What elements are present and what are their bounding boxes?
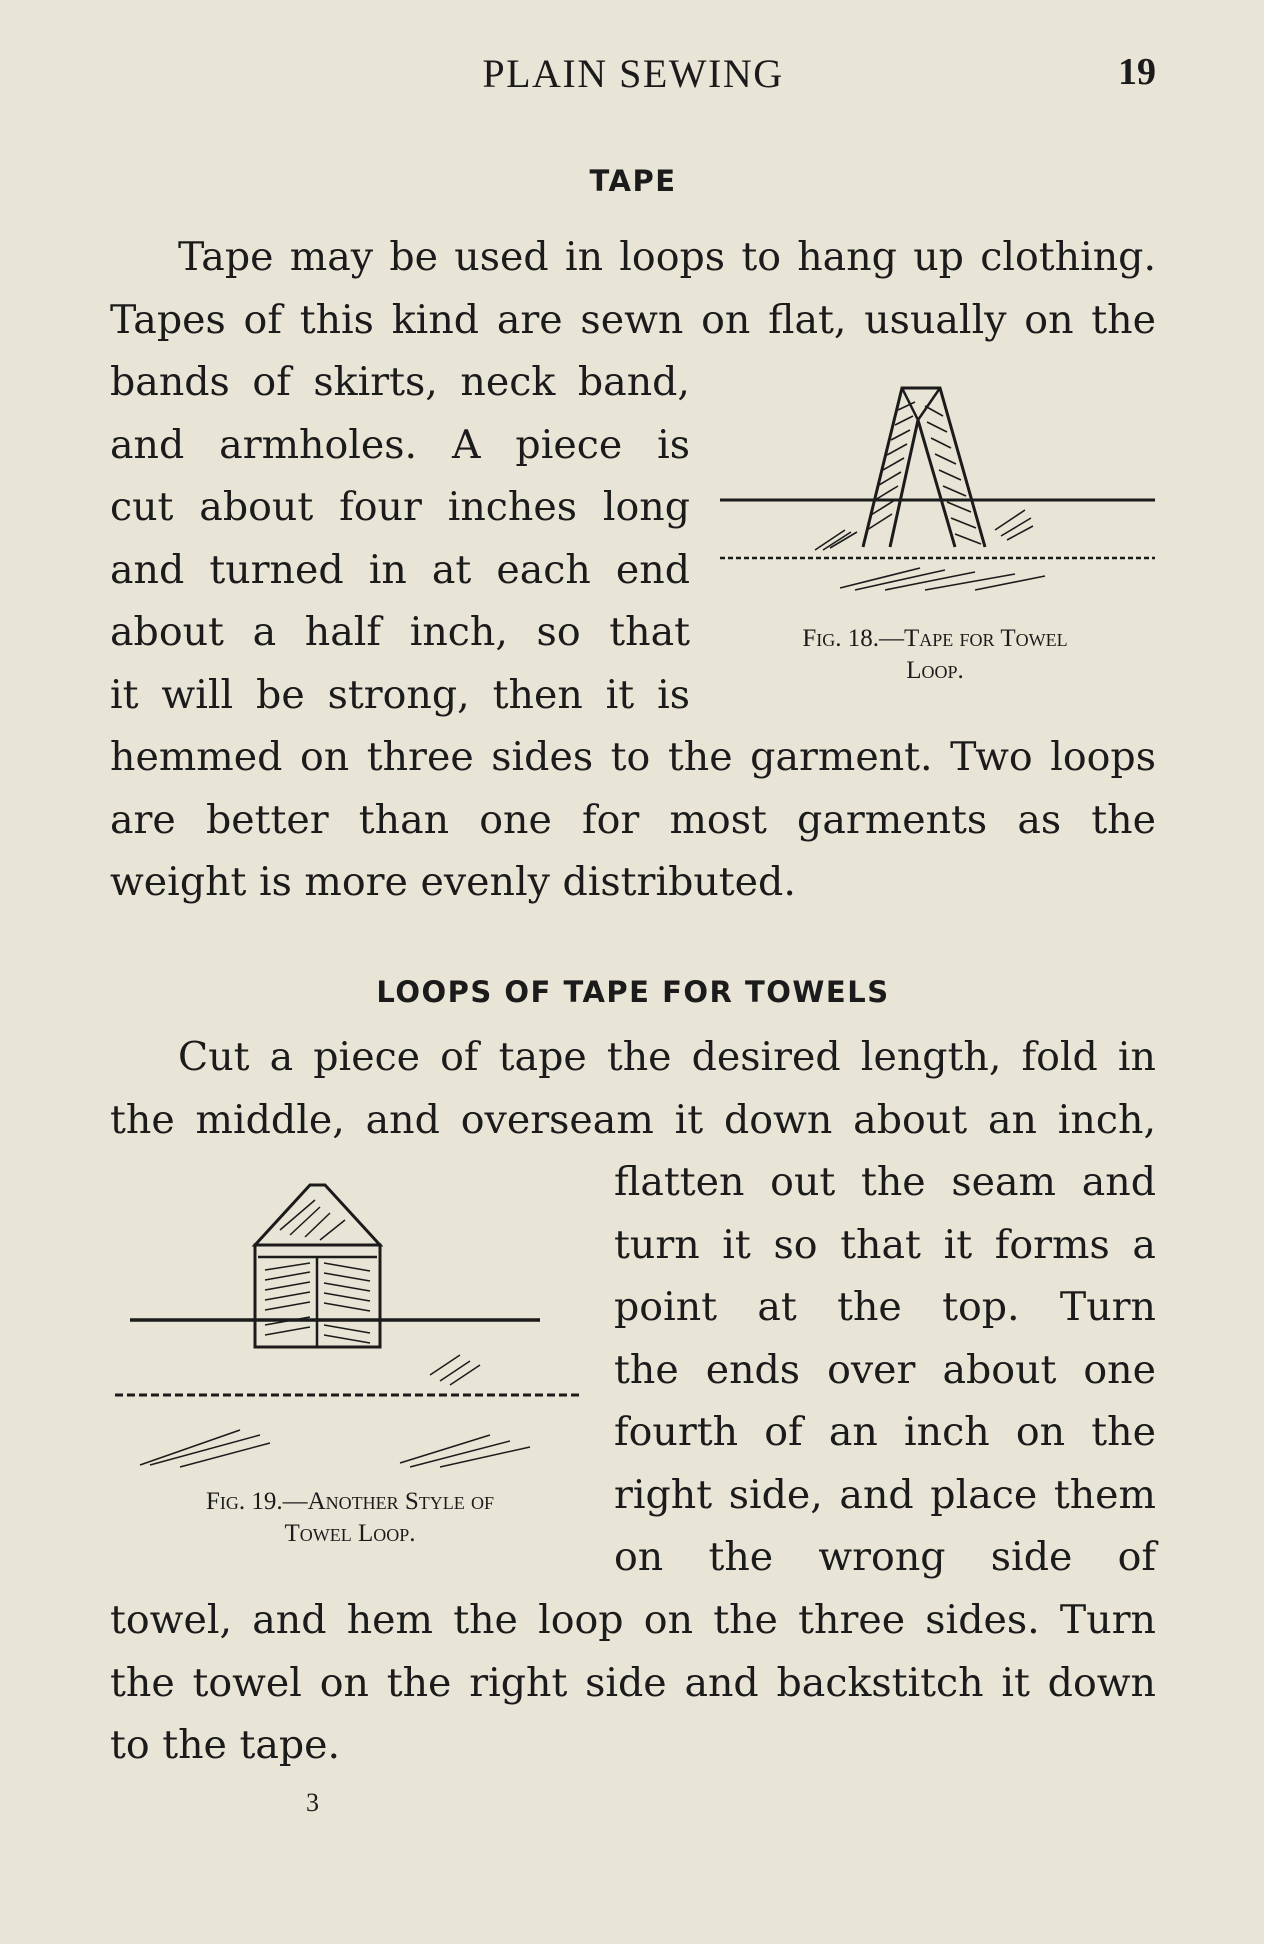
text-line: and turned in at each end bbox=[110, 546, 690, 593]
text-line: on the wrong side of bbox=[614, 1534, 1156, 1580]
text-line: the towel on the right side and backstitch it down bbox=[110, 1659, 1156, 1706]
text-line: cut about four inches long bbox=[110, 484, 690, 530]
caption-line: Loop. bbox=[906, 657, 964, 684]
figure-19-caption bbox=[110, 1486, 590, 1550]
text-line: and armholes. A piece is bbox=[110, 421, 690, 468]
text-line: it will be strong, then it is bbox=[110, 671, 690, 718]
text-line: turn it so that it forms a bbox=[614, 1221, 1156, 1268]
text-line: fourth of an inch on the bbox=[614, 1409, 1156, 1455]
loops-paragraph-top bbox=[110, 1026, 1156, 1151]
text-line: Tape may be used in loops to hang up clothing. bbox=[178, 234, 1156, 280]
text-line: Cut a piece of tape the desired length, fold in bbox=[178, 1034, 1156, 1080]
text-line: about a half inch, so that bbox=[110, 609, 690, 655]
caption-line: Fig. 18.—Tape for Towel bbox=[802, 625, 1068, 652]
signature-mark: 3 bbox=[306, 1788, 319, 1817]
text-line: right side, and place them bbox=[614, 1471, 1156, 1518]
section-heading-tape: TAPE bbox=[589, 164, 677, 198]
section-heading-loops: LOOPS OF TAPE FOR TOWELS bbox=[376, 975, 890, 1009]
figure-18-caption bbox=[710, 623, 1160, 687]
text-line: weight is more evenly distributed. bbox=[110, 859, 796, 905]
caption-line: Fig. 19.—Another Style of bbox=[205, 1488, 495, 1515]
text-line: Tapes of this kind are sewn on flat, usually on the bbox=[110, 296, 1156, 343]
tape-paragraph-wrap bbox=[110, 351, 690, 726]
tape-paragraph-top bbox=[110, 226, 1156, 351]
caption-line: Towel Loop. bbox=[284, 1520, 416, 1547]
figure-19-towel-loop bbox=[110, 1165, 590, 1475]
text-line: flatten out the seam and bbox=[614, 1159, 1156, 1205]
page-number: 19 bbox=[1118, 51, 1156, 93]
towel-loop-illustration bbox=[110, 1165, 590, 1475]
text-line: hemmed on three sides to the garment. Two loops bbox=[110, 734, 1156, 780]
loops-paragraph-bottom bbox=[110, 1589, 1156, 1777]
text-line: are better than one for most garments as the bbox=[110, 796, 1156, 843]
text-line: to the tape. bbox=[110, 1722, 341, 1768]
running-head bbox=[110, 50, 1156, 100]
loops-paragraph-wrap bbox=[614, 1151, 1156, 1589]
text-line: point at the top. Turn bbox=[614, 1284, 1156, 1330]
figure-18-tape-loop bbox=[715, 380, 1165, 610]
running-title: PLAIN SEWING bbox=[482, 51, 784, 96]
text-line: the middle, and overseam it down about an inch, bbox=[110, 1096, 1156, 1143]
tape-loop-illustration bbox=[715, 380, 1165, 610]
text-line: bands of skirts, neck band, bbox=[110, 359, 690, 405]
tape-paragraph-bottom bbox=[110, 726, 1156, 914]
text-line: the ends over about one bbox=[614, 1346, 1156, 1393]
text-line: towel, and hem the loop on the three sides. Turn bbox=[110, 1597, 1156, 1643]
